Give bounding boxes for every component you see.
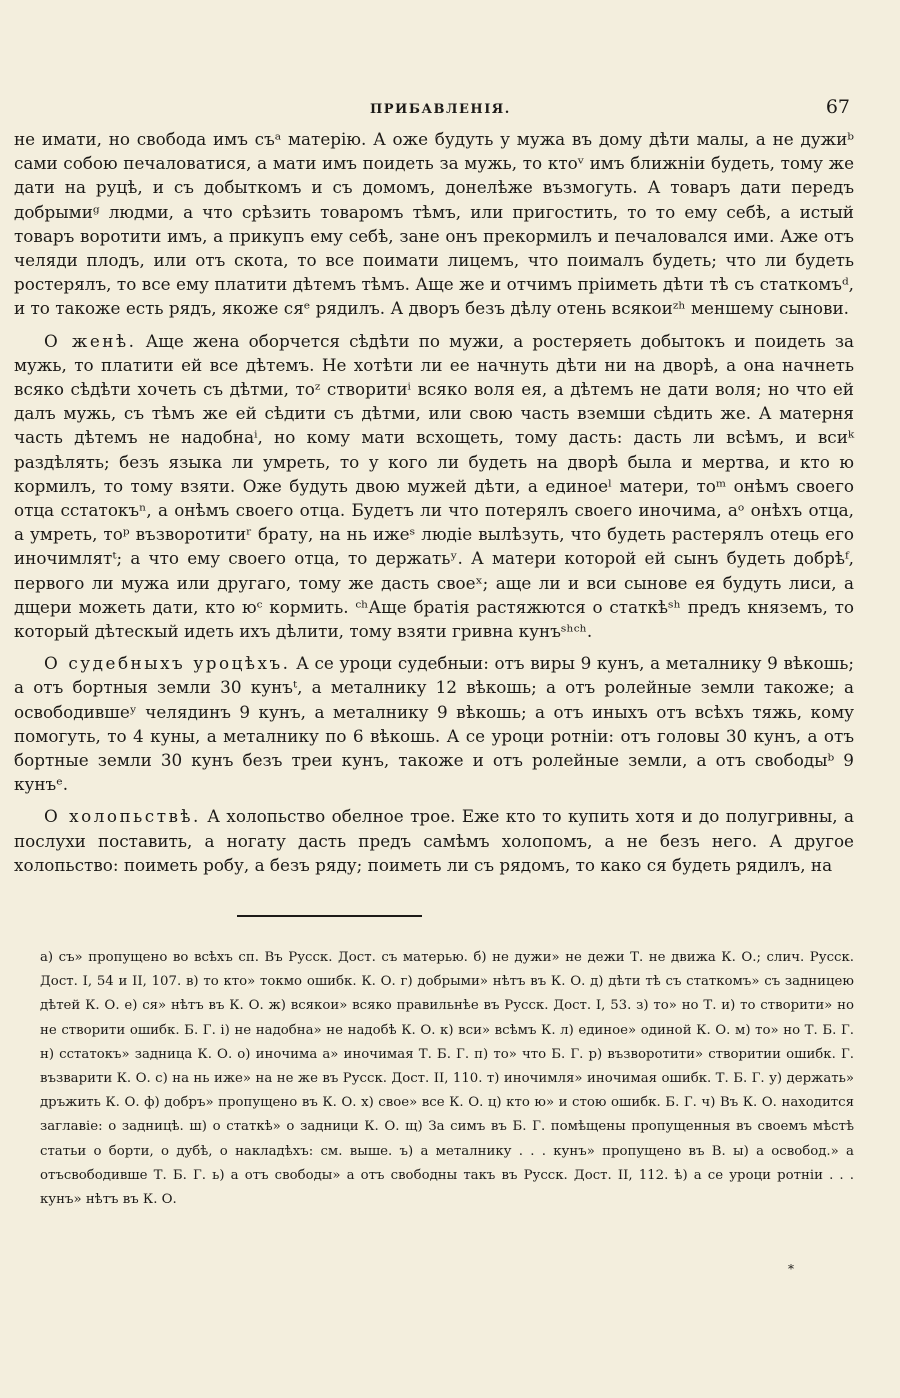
section-heading: О холопьствѣ. xyxy=(44,806,201,827)
page-number: 67 xyxy=(825,96,850,118)
paragraph-4 xyxy=(14,804,854,877)
section-heading: О судебныхъ уроцѣхъ. xyxy=(44,653,291,674)
paragraph-2 xyxy=(14,329,854,644)
section-title: ПРИБАВЛЕНІЯ. xyxy=(370,102,511,117)
footnote-text: а) съ» пропущено во всѣхъ сп. Въ Русск. Дост. съ матерью. б) не дужи» не дежи Т. не движа К. О.; слич. Русск. Дост. I, 54 и II, 107. в) то кто» токмо ошибк. К. О. г) добрыми» нѣтъ въ К. О. д) дѣти тѣ съ статкомъ» съ задницею дѣтей К. О. е) ся» нѣтъ въ К. О. ж) всякои» всяко правильнѣе въ Русск. Дост. I, 53. з) то» но Т. и) то створити» но не створити ошибк. Б. Г. і) не надобна» не надобѣ К. О. к) вси» всѣмъ К. л) единое» одиной К. О. м) то» но Т. Б. Г. н) сстатокъ» задница К. О. о) иночима а» иночимая Т. Б. Г. п) то» что Б. Г. р) възворотити» створитии ошибк. Г. възварити К. О. с) на нь иже» на не же въ Русск. Дост. II, 110. т) иночимля» иночимая ошибк. Т. Б. Г. у) держать» дръжить К. О. ф) добръ» пропущено въ К. О. х) свое» все К. О. ц) кто ю» и стою ошибк. Б. Г. ч) Въ К. О. находится заглавіе: о задницѣ. ш) о статкѣ» о задници К. О. щ) За симъ въ Б. Г. помѣщены пропущенныя въ своемъ мѣстѣ статьи о борти, о дубѣ, о накладѣхъ: см. выше. ъ) а металнику . . . кунъ» пропущено въ В. ы) а освобод.» а отъсвободивше Т. Б. Г. ь) а отъ свободы» а отъ свободны такъ въ Русск. Дост. II, 112. ѣ) а се уроци ротніи . . . кунъ» нѣтъ въ К. О. xyxy=(40,950,854,1208)
paragraph-text: Аще жена оборчется сѣдѣти по мужи, а ростеряеть добытокъ и поидеть за мужь, то платити ей все дѣтемъ. Не хотѣти ли ее начнуть дѣти ни на дворѣ, а она начнеть всяко сѣдѣти хочеть съ дѣтми, тоᶻ створитиⁱ всяко воля ея, а дѣтемъ не дати воля; но что ей далъ мужь, съ тѣмъ же ей сѣдити съ дѣтми, или свою часть вземши сѣдить же. А матерня часть дѣтемъ не надобнаⁱ, но кому мати всхощеть, тому дасть: дасть ли всѣмъ, и всиᵏ раздѣлять; безъ языка ли умреть, то у кого ли будеть на дворѣ была и мертва, и кто ю кормилъ, то тому взяти. Оже будуть двою мужей дѣти, а единоеˡ матери, тоᵐ онѣмъ своего отца сстатокъⁿ, а онѣмъ своего отца. Будетъ ли что потерялъ своего иночима, аᵒ онѣхъ отца, а умреть, тоᵖ възворотитиʳ брату, на нь ижеˢ людіе вылѣзуть, что будеть растерялъ отець его иночимлятᵗ; а что ему своего отца, то держатьʸ. А матери которой ей сынъ будеть добрѣᶠ, первого ли мужа или другаго, тому же дасть своеˣ; аще ли и вси сынове ея будуть лиси, а дщери можеть дати, кто юᶜ кормить. ᶜʰАще братія растяжются о статкѣˢʰ предъ княземъ, то который дѣтескый идеть ихъ дѣлити, тому взяти гривна кунъˢʰᶜʰ. xyxy=(14,330,854,642)
paragraph-text: А холопьство обелное трое. Еже кто то купить хотя и до полугривны, а послухи поставить, а ногату дасть предъ самѣмъ холопомъ, а не безъ него. А другое холопьство: поиметь робу, а безъ ряду; поиметь ли съ рядомъ, то како ся будеть рядилъ, на xyxy=(14,806,854,875)
signature-mark: * xyxy=(788,1262,794,1276)
paragraph-1 xyxy=(14,127,854,321)
running-header xyxy=(370,96,850,118)
footnote-divider xyxy=(237,915,422,917)
section-heading: О женѣ. xyxy=(44,330,137,351)
main-text xyxy=(14,127,854,885)
footnotes xyxy=(40,946,854,1212)
paragraph-3 xyxy=(14,651,854,796)
paragraph-text: А се уроци судебныи: отъ виры 9 кунъ, а металнику 9 вѣкошь; а отъ бортныя земли 30 кунъᵗ, а металнику 12 вѣкошь; а отъ ролейные земли такоже; а освободившеʸ челядинъ 9 кунъ, а металнику 9 вѣкошь; а отъ иныхъ отъ всѣхъ тяжь, кому помогуть, то 4 куны, а металнику по 6 вѣкошь. А се уроци ротніи: отъ головы 30 кунъ, а отъ бортные земли 30 кунъ безъ треи кунъ, такоже и отъ ролейные земли, а отъ свободыᵇ 9 кунъᵉ. xyxy=(14,653,854,795)
paragraph-text: не имати, но свобода имъ съᵃ матерію. А оже будуть у мужа въ дому дѣти малы, а не дужиᵇ сами собою печаловатися, а мати имъ поидеть за мужь, то ктоᵛ имъ ближніи будеть, тому же дати на руцѣ, и съ добыткомъ и съ домомъ, донелѣже възмогуть. А товаръ дати передъ добрымиᵍ людми, а что срѣзить товаромъ тѣмъ, или пригостить, то то ему себѣ, а истый товаръ воротити имъ, а прикупъ ему себѣ, зане онъ прекормилъ и печаловался ими. Аже отъ челяди плодъ, или отъ скота, то все поимати лицемъ, что поималъ будеть; что ли будеть ростерялъ, то все ему платити дѣтемъ тѣмъ. Аще же и отчимъ пріиметь дѣти тѣ съ статкомъᵈ, и то такоже есть рядъ, якоже сяᵉ рядилъ. А дворъ безъ дѣлу отень всякоиᶻʰ меншему сынови. xyxy=(14,129,854,319)
